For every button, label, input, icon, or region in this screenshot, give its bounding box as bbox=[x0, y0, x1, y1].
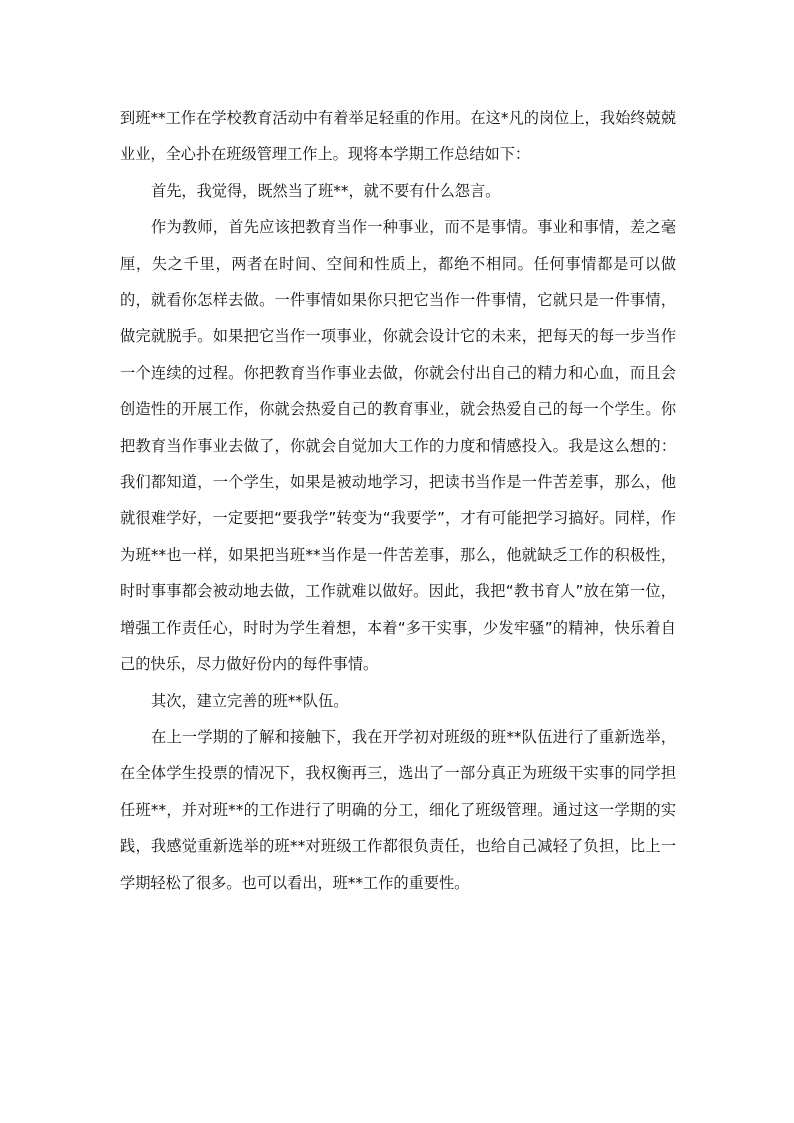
paragraph-second-point: 其次，建立完善的班**队伍。 bbox=[151, 691, 349, 710]
paragraph-education-as-career: 作为教师，首先应该把教育当作一种事业，而不是事情。事业和事情，差之毫厘，失之千里，两者在时间、空间和性质上，都绝不相同。任何事情都是可以做的，就看你怎样去做。一件事情如果你只把它当作一件事情，它就只是一件事情，做完就脱手。如果把它当作一项事业，你就会设计它的未来，把每天的每一步当作一个连续的过程。你把教育当作事业去做，你就会付出自己的精力和心血，而且会创造性的开展工作，你就会热爱自己的教育事业，就会热爱自己的每一个学生。你把教育当作事业去做了，你就会自觉加大工作的力度和情感投入。我是这么想的：我们都知道，一个学生，如果是被动地学习，把读书当作是一件苦差事，那么，他就很难学好，一定要把“要我学”转变为“我要学”，才有可能把学习搞好。同样，作为班**也一样，如果把当班**当作是一件苦差事，那么，他就缺乏工作的积极性，时时事事都会被动地去做，工作就难以做好。因此，我把“教书育人”放在第一位，增强工作责任心，时时为学生着想，本着“多干实事，少发牢骚”的精神，快乐着自己的快乐，尽力做好份内的每件事情。 bbox=[120, 218, 676, 674]
paragraph-first-point: 首先，我觉得，既然当了班**，就不要有什么怨言。 bbox=[151, 181, 501, 200]
paragraph-intro-continued: 到班**工作在学校教育活动中有着举足轻重的作用。在这*凡的岗位上，我始终兢兢业业，全心扑在班级管理工作上。现将本学期工作总结如下： bbox=[120, 109, 676, 164]
paragraph-class-committee: 在上一学期的了解和接触下，我在开学初对班级的班**队伍进行了重新选举，在全体学生投票的情况下，我权衡再三，选出了一部分真正为班级干实事的同学担任班**，并对班**的工作进行了明确的分工，细化了班级管理。通过这一学期的实践，我感觉重新选举的班**对班级工作都很负责任，也给自己减轻了负担，比上一学期轻松了很多。也可以看出，班**工作的重要性。 bbox=[120, 727, 676, 892]
document-body bbox=[120, 100, 676, 901]
